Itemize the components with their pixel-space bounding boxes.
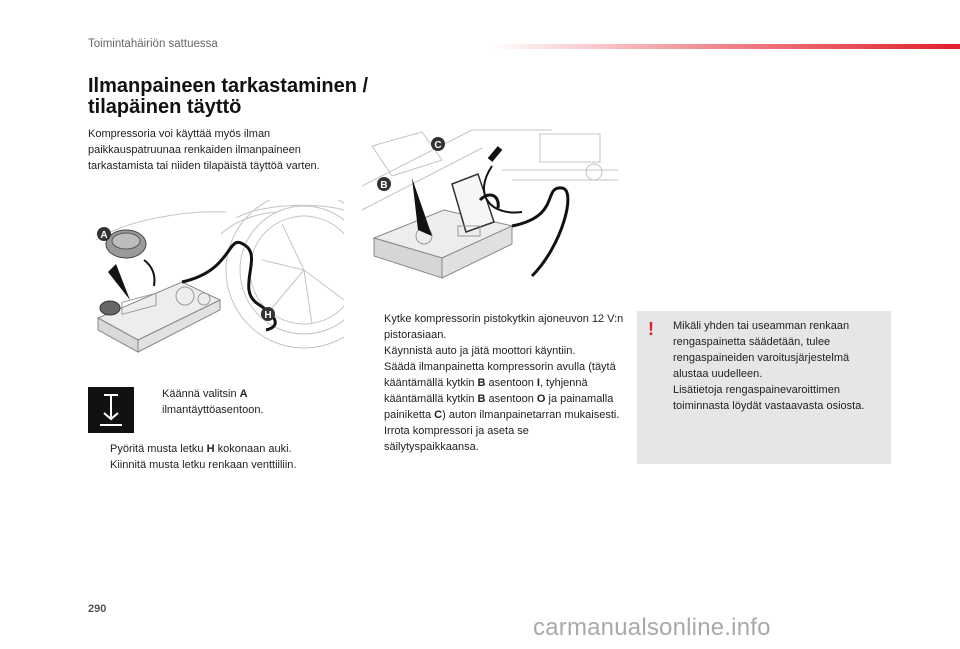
list-item: Käännä valitsin A ilmantäyttöasentoon. [162,388,264,416]
steps-compressor [362,311,624,455]
list-item: Kytke kompressorin pistokytkin ajoneuvon 12 V:n pistorasiaan. [384,313,624,341]
page-title [88,76,388,118]
warning-text-1: Mikäli yhden tai useamman renkaan rengaspainetta säädetään, tulee rengaspaineiden varoitusjärjestelmä alustaa uudelleen. [673,320,850,380]
title-line-1: Ilmanpaineen tarkastaminen / [88,75,369,97]
warning-exclamation-icon: ! [648,319,654,339]
list-item: Irrota kompressori ja aseta se säilytyspaikkaansa. [384,425,529,453]
watermark: carmanualsonline.info [533,614,771,641]
steps-selector [140,386,350,418]
warning-text [673,318,883,414]
selector-knob-icon [88,387,134,433]
title-line-2: tilapäinen täyttö [88,96,242,118]
list-item: Pyöritä musta letku H kokonaan auki. [110,443,292,455]
list-item: Säädä ilmanpainetta kompressorin avulla (täytä kääntämällä kytkin B asentoon I, tyhjennä kääntämällä kytkin B asentoon O ja painamalla painiketta C) auton ilmanpainetarran mukaisesti. [384,361,620,421]
list-item: Kiinnitä musta letku renkaan venttiiliin. [110,459,297,471]
figure-compressor-hose [86,200,344,360]
fig-right-label-c: C [434,140,442,151]
warning-text-2: Lisätietoja rengaspainevaroittimen toiminnasta löydät vastaavasta osiosta. [673,384,865,412]
fig-right-label-b: B [380,180,388,191]
page-number: 290 [88,603,107,615]
intro-paragraph: Kompressoria voi käyttää myös ilman paikkauspatruunaa renkaiden ilmanpaineen tarkastamista tai niiden tilapäistä täyttöä varten. [88,128,320,172]
fig-left-label-h: H [264,310,272,321]
section-header: Toimintahäiriön sattuessa [88,38,218,50]
steps-hose [88,441,350,473]
list-item: Käynnistä auto ja jätä moottori käyntiin. [384,345,576,357]
header-accent-bar [490,44,960,49]
fig-left-label-a: A [100,230,108,241]
figure-compressor-socket [362,126,618,298]
